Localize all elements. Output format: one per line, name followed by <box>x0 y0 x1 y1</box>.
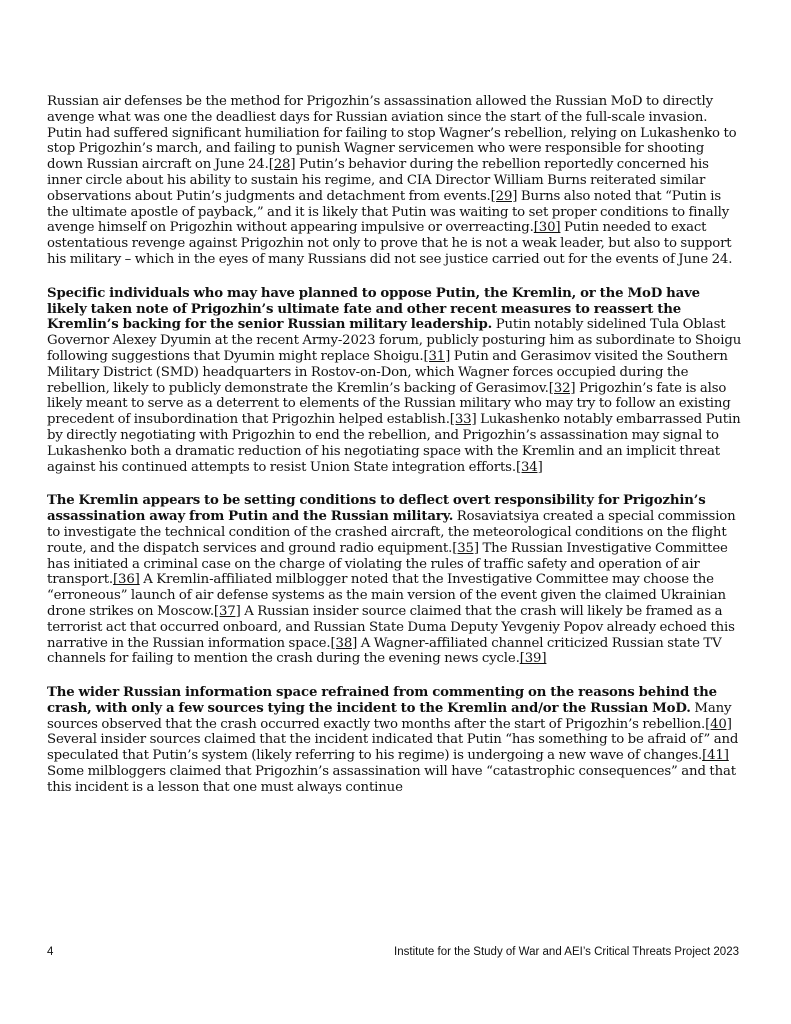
footer-organization: Institute for the Study of War and AEI’s Critical Threats Project 2023 <box>394 946 739 958</box>
p2-s6: Lukashenko notably embarrassed Putin by directly negotiating with Prigozhin to end the rebellion, and Prigozhin’s assassination may signal to Lukashenko both a dramatic reduction of his negotiating space with the Kremlin and an implicit threat against his continued attempts to resist Union State integration efforts. <box>47 412 741 475</box>
p1-s2: Putin’s behavior during the rebellion reportedly concerned his inner circle about his ability to sustain his regime, and CIA Director William Burns reiterated similar observations about Putin’s judgments and detachment from events. <box>47 157 709 204</box>
p3-s4: A Kremlin-affiliated milblogger noted that the Investigative Committee may choose the “erroneous” launch of air defense systems as the main version of the event given the claimed Ukrainian drone strikes on Moscow. <box>47 572 726 619</box>
document-body <box>47 94 743 814</box>
footnote-link-39[interactable]: [39] <box>519 651 547 667</box>
paragraph-2 <box>47 286 743 476</box>
p4-s4: Some milbloggers claimed that Prigozhin’s assassination will have “catastrophic consequences” and that this incident is a lesson that one must always continue <box>47 764 736 795</box>
p3-s2: The Russian Investigative Committee has initiated a criminal case on the charge of violating the rules of traffic safety and operation of air transport. <box>47 540 728 588</box>
p4-s0: Many sources observed that the crash occurred exactly two months after the start of Prigozhin’s rebellion. <box>47 700 732 732</box>
p2-s2: Putin and Gerasimov visited the Southern Military District (SMD) headquarters in Rostov-on-Don, which Wagner forces occupied during the rebellion, likely to publicly demonstrate the Kremlin’s backing of Gerasimov. <box>47 348 728 396</box>
footnote-link-32[interactable]: [32] <box>548 380 576 396</box>
footnote-link-28[interactable]: [28] <box>268 157 296 173</box>
p1-s6: Putin needed to exact ostentatious revenge against Prigozhin not only to prove that he is not a weak leader, but also to support his military – which in the eyes of many Russians did not see justice carried out for the events of June 24. <box>47 220 733 267</box>
footnote-link-31[interactable]: [31] <box>423 348 451 364</box>
p4-s2: Several insider sources claimed that the incident indicated that Putin “has something to be afraid of” and speculated that Putin’s system (likely referring to his regime) is undergoing a new wave of changes. <box>47 732 739 764</box>
p1-s4: Burns also noted that “Putin is the ultimate apostle of payback,” and it is likely that Putin was waiting to set proper conditions to finally avenge himself on Prigozhin without appearing impulsive or overreacting. <box>47 188 730 236</box>
page-number: 4 <box>47 946 54 958</box>
paragraph-2-lead: Specific individuals who may have planned to oppose Putin, the Kremlin, or the MoD have likely taken note of Prigozhin’s ultimate fate and other recent measures to reassert the Kremlin’s backing for the senior Russian military leadership. <box>47 285 700 333</box>
paragraph-1 <box>47 94 743 268</box>
p3-s0: Rosaviatsiya created a special commission to investigate the technical condition of the crashed aircraft, the meteorological conditions on the flight route, and the dispatch services and ground radio equipment. <box>47 509 736 556</box>
footnote-link-37[interactable]: [37] <box>213 603 241 619</box>
p2-s4: Prigozhin’s fate is also likely meant to serve as a deterrent to elements of the Russian military who may try to follow an existing precedent of insubordination that Prigozhin helped establish. <box>47 380 731 428</box>
footnote-link-41[interactable]: [41] <box>702 748 729 764</box>
footnote-link-29[interactable]: [29] <box>490 188 518 204</box>
p1-s0: Russian air defenses be the method for Prigozhin’s assassination allowed the Russian MoD to directly avenge what was one the deadliest days for Russian aviation since the start of the full-scale invasion. Putin had suffered significant humiliation for failing to stop Wagner’s rebellion, relying on Lukashenko to stop Prigozhin’s march, and failing to punish Wagner servicemen who were responsible for shooting down Russian aircraft on June 24. <box>47 94 737 173</box>
footnote-link-36[interactable]: [36] <box>112 572 140 588</box>
footnote-link-33[interactable]: [33] <box>449 412 477 428</box>
paragraph-3-lead: The Kremlin appears to be setting conditions to deflect overt responsibility for Prigozhin’s assassination away from Putin and the Russian military. <box>47 493 706 525</box>
footnote-link-35[interactable]: [35] <box>452 540 479 556</box>
footnote-link-38[interactable]: [38] <box>330 635 358 651</box>
paragraph-4-lead: The wider Russian information space refrained from commenting on the reasons behind the crash, with only a few sources tying the incident to the Kremlin and/or the Russian MoD. <box>47 685 717 716</box>
paragraph-3 <box>47 493 743 667</box>
p2-s0: Putin notably sidelined Tula Oblast Governor Alexey Dyumin at the recent Army-2023 forum, publicly posturing him as subordinate to Shoigu following suggestions that Dyumin might replace Shoigu. <box>47 317 742 364</box>
p3-s8: A Wagner-affiliated channel criticized Russian state TV channels for failing to mention the crash during the evening news cycle. <box>47 635 722 667</box>
paragraph-4 <box>47 685 743 796</box>
p3-s6: A Russian insider source claimed that the crash will likely be framed as a terrorist act that occurred onboard, and Russian State Duma Deputy Yevgeniy Popov already echoed this narrative in the Russian information space. <box>47 603 735 651</box>
footnote-link-40[interactable]: [40] <box>705 716 732 732</box>
footnote-link-30[interactable]: [30] <box>533 220 561 236</box>
footnote-link-34[interactable]: [34] <box>515 459 543 475</box>
